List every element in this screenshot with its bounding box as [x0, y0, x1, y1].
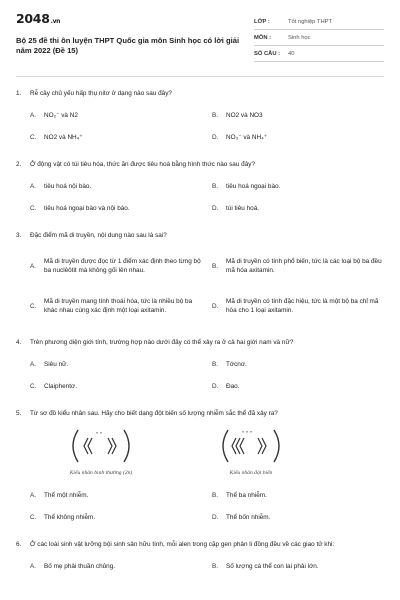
option-a[interactable]: A. Mã di truyền được đọc từ 1 điểm xác định theo từng bộ ba nuclêôtit mà không gối lên nhau.	[30, 258, 201, 274]
option-b[interactable]: B. NO2 và NO3	[212, 111, 263, 119]
question-text: Ở động vật có túi tiêu hóa, thức ăn được tiêu hoá bằng hình thức nào sau đây?	[30, 161, 256, 168]
options	[16, 246, 384, 326]
karyotype-normal-figure	[46, 426, 156, 478]
question-number: 6.	[16, 541, 22, 548]
svg-text:" ": " "	[96, 432, 103, 438]
option-d[interactable]: D. túi tiêu hoá.	[212, 204, 260, 212]
karyotype-mutant-figure	[196, 426, 306, 478]
question-number: 2.	[16, 161, 22, 168]
info-value: Tốt nghiệp THPT	[288, 18, 333, 25]
exam-info	[254, 14, 384, 62]
header-divider	[16, 76, 384, 77]
question-text: Từ sơ đồ kiểu nhân sau. Hãy cho biết dạng đột biến số lượng nhiễm sắc thể đã xảy ra?	[30, 410, 278, 417]
chromosome-diagram-icon	[216, 426, 286, 466]
option-d[interactable]: D. Thể bốn nhiễm.	[212, 513, 271, 521]
options	[16, 555, 384, 577]
question-2	[16, 160, 384, 219]
option-a[interactable]: A. NO₂⁻ và N2	[30, 111, 78, 119]
option-c[interactable]: C. tiêu hoá ngoại bào và nội bào.	[30, 204, 130, 212]
karyotype-figures	[16, 426, 384, 478]
question-number: 4.	[16, 339, 22, 346]
info-row-class	[254, 14, 384, 30]
info-label: SỐ CÂU :	[254, 50, 281, 57]
option-c[interactable]: C. Thể không nhiễm.	[30, 513, 96, 521]
options	[16, 353, 384, 397]
svg-text:" " ": " " "	[242, 431, 253, 437]
option-b[interactable]: B. tiêu hoá ngoại bào.	[212, 182, 281, 190]
option-a[interactable]: A. tiêu hoá nội bào.	[30, 182, 92, 190]
figure-caption: Kiểu nhân bình thường (2n)	[69, 470, 133, 476]
logo-text: 2048	[16, 11, 50, 26]
question-4	[16, 338, 384, 397]
option-b[interactable]: B. Mã di truyền có tính phổ biến, tức là các loại bộ ba đều mã hóa axitamin.	[212, 258, 382, 274]
option-d[interactable]: D. Mã di truyền có tính đặc hiệu, tức là một bộ ba chỉ mã hóa cho 1 loại axitamin.	[212, 298, 379, 314]
info-label: MÔN :	[254, 34, 272, 41]
question-5	[16, 409, 384, 528]
question-text: Đặc điểm mã di truyền, nội dung nào sau là sai?	[30, 232, 167, 239]
option-b[interactable]: B. Thể ba nhiễm.	[212, 491, 267, 499]
info-value: 40	[288, 50, 295, 57]
info-row-count	[254, 46, 384, 62]
option-c[interactable]: C. Claiphentơ.	[30, 382, 77, 390]
question-number: 1.	[16, 90, 22, 97]
exam-title: Bộ 25 đề thi ôn luyện THPT Quốc gia môn Sinh học có lời giải năm 2022 (Đề 15)	[16, 36, 240, 55]
option-a[interactable]: A. Thể một nhiễm.	[30, 491, 89, 499]
option-d[interactable]: D. Đao.	[212, 382, 240, 390]
question-text: Ở các loài sinh vật lưỡng bội sinh sản hữu tính, mỗi alen trong cặp gen phân li đồng đều về các giao tử khi:	[30, 541, 335, 548]
options	[16, 175, 384, 219]
header	[16, 0, 384, 62]
question-number: 5.	[16, 410, 22, 417]
site-logo[interactable]	[16, 12, 244, 29]
info-value: Sinh học	[288, 34, 311, 41]
option-b[interactable]: B. Số lượng cá thể con lai phải lớn.	[212, 562, 319, 570]
option-d[interactable]: D. NO₃⁻ và NH₄⁺	[212, 133, 268, 141]
question-1	[16, 89, 384, 148]
header-left	[16, 12, 244, 62]
option-b[interactable]: B. Tớcnơ.	[212, 360, 247, 368]
question-text: Rễ cây chủ yếu hấp thụ nitơ ở dạng nào sau đây?	[30, 90, 172, 97]
chromosome-diagram-icon	[66, 426, 136, 466]
option-c[interactable]: C. Mã di truyền mang tính thoái hóa, tức là nhiều bộ ba khác nhau cùng xác định một loại axitamin.	[30, 298, 193, 314]
info-label: LỚP :	[254, 18, 270, 25]
options	[16, 484, 384, 528]
option-a[interactable]: A. Siêu nữ.	[30, 360, 69, 368]
option-a[interactable]: A. Bố mẹ phải thuần chủng.	[30, 562, 116, 570]
question-6	[16, 540, 384, 577]
question-3	[16, 231, 384, 326]
info-row-subject	[254, 30, 384, 46]
question-text: Trên phương diện giới tính, trường hợp nào dưới đây có thể xảy ra ở cả hai giới nam và nữ?	[30, 339, 294, 346]
figure-caption: Kiểu nhân đột biến	[229, 470, 273, 476]
option-c[interactable]: C. NO2 và NH₄⁺	[30, 133, 83, 141]
question-number: 3.	[16, 232, 22, 239]
options	[16, 104, 384, 148]
logo-suffix: .vn	[50, 18, 61, 25]
